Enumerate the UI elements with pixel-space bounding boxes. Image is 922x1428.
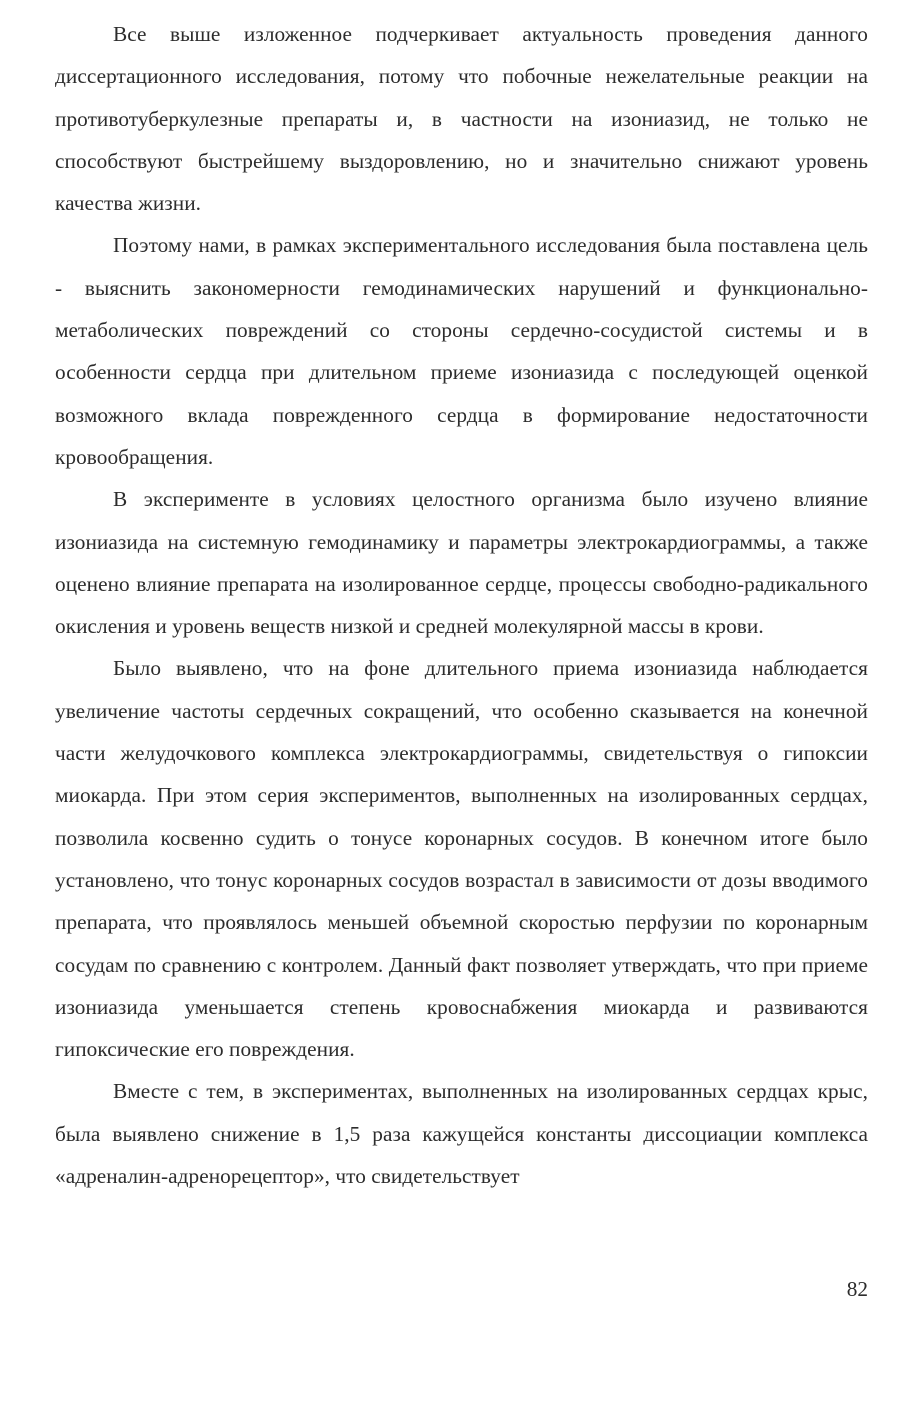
paragraph-1: Все выше изложенное подчеркивает актуальность проведения данного диссертационного исследования, потому что побочные нежелательные реакции на противотуберкулезные препараты и, в частности на изониазид, не только не способствуют быстрейшему выздоровлению, но и значительно снижают уровень качества жизни. [55, 22, 868, 216]
paragraph-3: В эксперименте в условиях целостного организма было изучено влияние изониазида на системную гемодинамику и параметры электрокардиограммы, а также оценено влияние препарата на изолированное сердце, процессы свободно-радикального окисления и уровень веществ низкой и средней молекулярной массы в крови. [55, 487, 868, 639]
paragraph-5: Вместе с тем, в экспериментах, выполненных на изолированных сердцах крыс, была выявлено снижение в 1,5 раза кажущейся константы диссоциации комплекса «адреналин-адренорецептор», что свидетельствует [55, 1079, 868, 1189]
page-number: 82 [846, 1277, 868, 1301]
paragraph-2: Поэтому нами, в рамках экспериментального исследования была поставлена цель - выяснить закономерности гемодинамических нарушений и функционально-метаболических повреждений со стороны сердечно-сосудистой системы и в особенности сердца при длительном приеме изониазида с последующей оценкой возможного вклада поврежденного сердца в формирование недостаточности кровообращения. [55, 233, 868, 469]
paragraph-4: Было выявлено, что на фоне длительного приема изониазида наблюдается увеличение частоты сердечных сокращений, что особенно сказывается на конечной части желудочкового комплекса электрокардиограммы, свидетельствуя о гипоксии миокарда. При этом серия экспериментов, выполненных на изолированных сердцах, позволила косвенно судить о тонусе коронарных сосудов. В конечном итоге было установлено, что тонус коронарных сосудов возрастал в зависимости от дозы вводимого препарата, что проявлялось меньшей объемной скоростью перфузии по коронарным сосудам по сравнению с контролем. Данный факт позволяет утверждать, что при приеме изониазида уменьшается степень кровоснабжения миокарда и развиваются гипоксические его повреждения. [55, 656, 868, 1062]
body-text [55, 13, 868, 1197]
